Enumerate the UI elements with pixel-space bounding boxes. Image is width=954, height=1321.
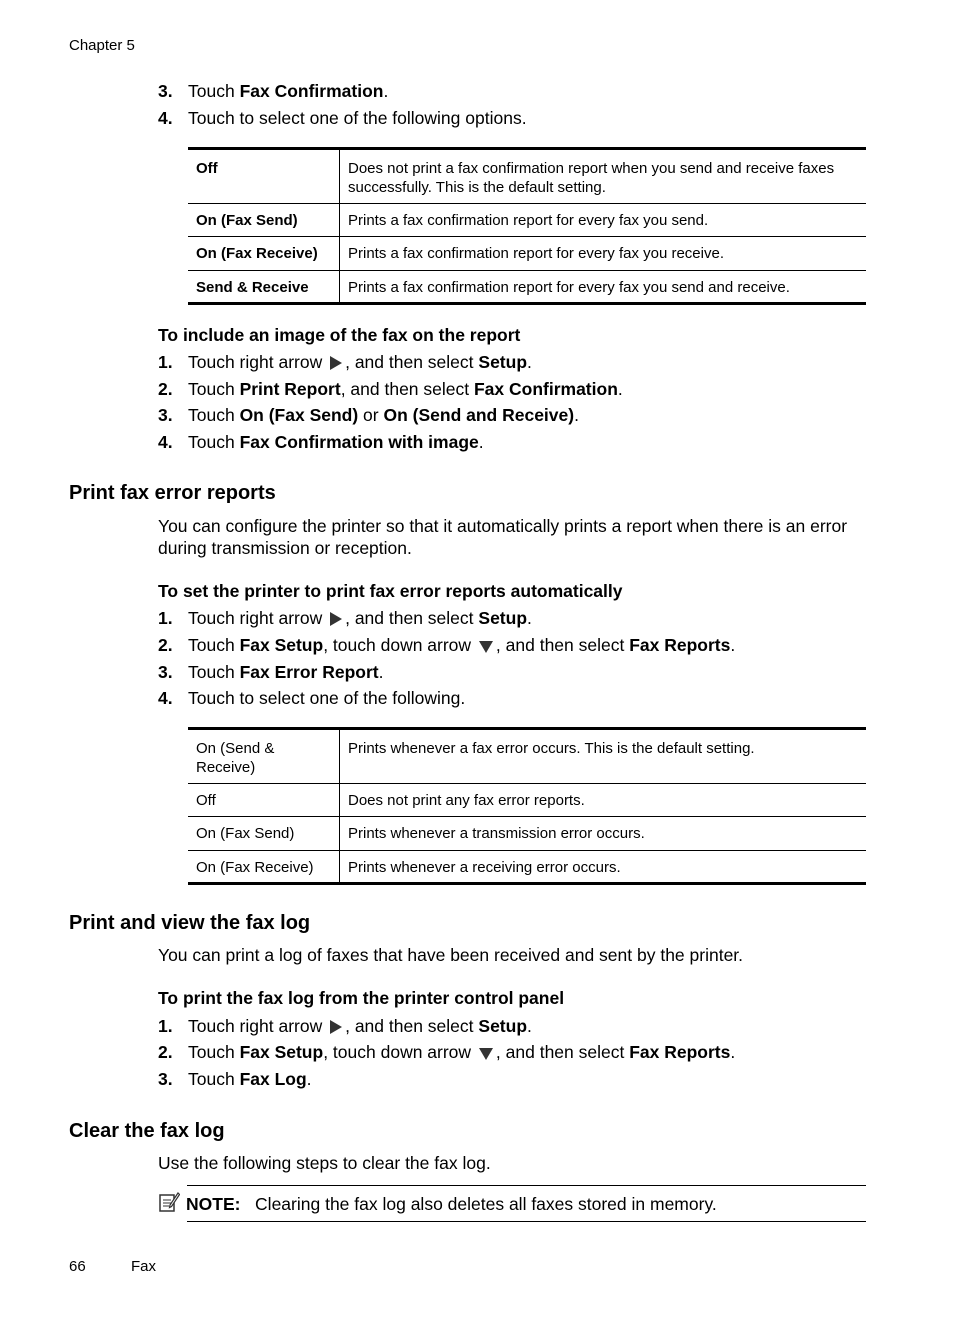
step-item: 3. Touch Fax Error Report.: [158, 662, 384, 682]
table-row: [188, 237, 866, 271]
step-item: 3. Touch Fax Confirmation.: [158, 81, 389, 101]
section-intro: You can print a log of faxes that have been received and sent by the printer.: [158, 945, 744, 965]
table-row: [188, 817, 866, 851]
table-row: [188, 729, 866, 784]
table-row: [188, 271, 866, 304]
table-row: [188, 149, 866, 204]
option-cell: On (Fax Send): [188, 817, 340, 851]
note-text: Clearing the fax log also deletes all faxes stored in memory.: [255, 1194, 717, 1214]
description-cell: Does not print a fax confirmation report when you send and receive faxes successfully. This is the default setting.: [348, 160, 835, 196]
section-title: Print fax error reports: [69, 482, 276, 504]
down-arrow-icon: [478, 637, 494, 659]
description-cell: Prints whenever a transmission error occurs.: [340, 817, 867, 851]
table-row: [188, 784, 866, 817]
error-report-options-table: [188, 727, 866, 885]
right-arrow-icon: [329, 354, 343, 376]
description-cell: Prints a fax confirmation report for every fax you send and receive.: [340, 271, 867, 304]
step-item: 1. Touch right arrow , and then select Setup.: [158, 351, 532, 376]
footer-section: Fax: [131, 1258, 157, 1275]
note-icon: [158, 1191, 180, 1218]
procedure-heading: To include an image of the fax on the report: [158, 325, 521, 345]
step-item: 1. Touch right arrow , and then select Setup.: [158, 1015, 532, 1040]
step-item: 2. Touch Fax Setup, touch down arrow , and then select Fax Reports.: [158, 1041, 735, 1066]
step-item: 3. Touch On (Fax Send) or On (Send and Receive).: [158, 405, 579, 425]
step-item: 2. Touch Fax Setup, touch down arrow , and then select Fax Reports.: [158, 634, 735, 659]
step-item: 4. Touch to select one of the following.: [158, 688, 466, 708]
note: [158, 1191, 717, 1218]
down-arrow-icon: [478, 1044, 494, 1066]
note-divider-top: [187, 1185, 866, 1186]
note-divider-bottom: [187, 1221, 866, 1222]
option-cell: On (Send & Receive): [188, 729, 340, 784]
step-item: 2. Touch Print Report, and then select Fax Confirmation.: [158, 379, 623, 399]
confirmation-options-table: [188, 147, 866, 305]
description-cell: Prints whenever a receiving error occurs.: [340, 851, 867, 884]
step-item: 4. Touch Fax Confirmation with image.: [158, 432, 484, 452]
step-item: 1. Touch right arrow , and then select Setup.: [158, 607, 532, 632]
description-cell: Prints a fax confirmation report for every fax you send.: [340, 204, 867, 237]
page-number: 66: [69, 1258, 86, 1275]
procedure-heading: To set the printer to print fax error reports automatically: [158, 581, 623, 601]
right-arrow-icon: [329, 610, 343, 632]
section-intro: You can configure the printer so that it automatically prints a report when there is an error during transmission or reception.: [158, 516, 848, 558]
section-intro: Use the following steps to clear the fax log.: [158, 1153, 491, 1173]
section-title: Clear the fax log: [69, 1120, 225, 1142]
option-cell: On (Fax Receive): [188, 237, 340, 271]
option-cell: On (Fax Receive): [188, 851, 340, 884]
step-item: 3. Touch Fax Log.: [158, 1069, 312, 1089]
option-cell: Send & Receive: [188, 271, 340, 304]
table-row: [188, 204, 866, 237]
right-arrow-icon: [329, 1018, 343, 1040]
step-item: 4. Touch to select one of the following options.: [158, 108, 527, 128]
table-row: [188, 851, 866, 884]
description-cell: Prints a fax confirmation report for every fax you receive.: [340, 237, 867, 271]
procedure-heading: To print the fax log from the printer control panel: [158, 988, 565, 1008]
section-title: Print and view the fax log: [69, 912, 311, 934]
description-cell: Prints whenever a fax error occurs. This is the default setting.: [348, 740, 755, 757]
note-label: NOTE:: [186, 1194, 241, 1214]
option-cell: Off: [188, 784, 340, 817]
description-cell: Does not print any fax error reports.: [340, 784, 867, 817]
option-cell: On (Fax Send): [188, 204, 340, 237]
running-head: Chapter 5: [69, 37, 135, 54]
option-cell: Off: [188, 149, 340, 204]
